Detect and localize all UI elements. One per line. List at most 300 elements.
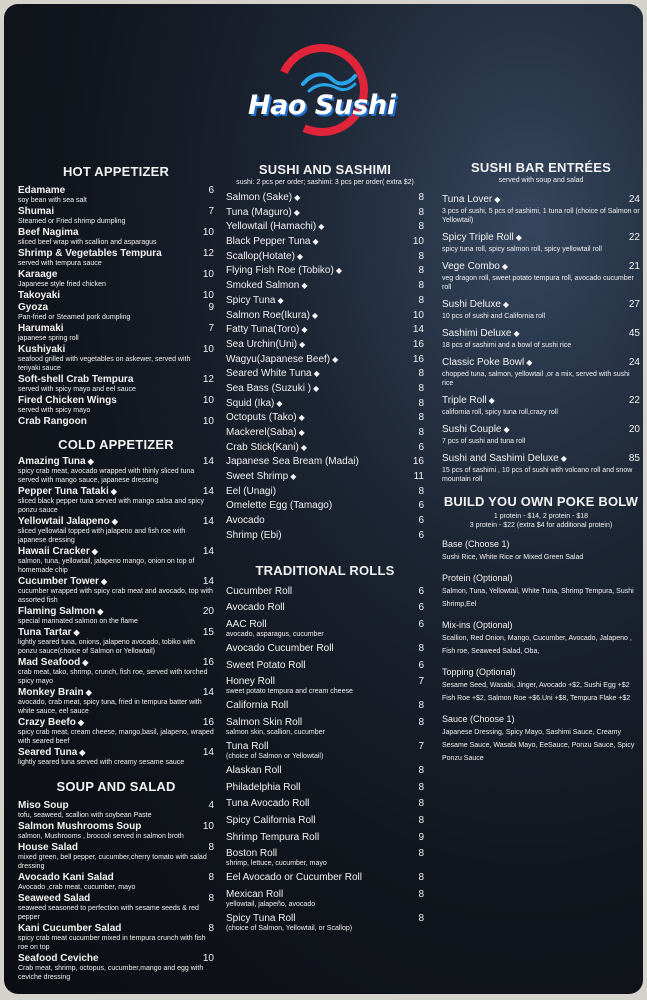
menu-item-row — [442, 453, 640, 464]
menu-item-row — [226, 717, 424, 728]
section-title: TRADITIONAL ROLLS — [255, 562, 395, 578]
menu-item-name-wrap — [18, 269, 57, 280]
menu-item-price: 27 — [628, 299, 640, 310]
poke-option-title: Protein (Optional) — [442, 573, 513, 583]
menu-item-desc: 10 pcs of sushi and California roll — [442, 313, 546, 320]
menu-item-name-wrap — [442, 194, 500, 205]
menu-item-name-wrap — [226, 207, 300, 218]
menu-item-name: Avocado Kani Salad — [18, 872, 114, 883]
spicy-diamond-icon: ◆ — [276, 398, 283, 408]
menu-item-price: 7 — [418, 676, 424, 688]
spicy-diamond-icon: ◆ — [290, 472, 297, 482]
menu-item-row — [226, 324, 424, 335]
menu-item-desc: veg dragon roll, sweet potato tempura roll, avocado cucumber roll — [442, 275, 634, 291]
menu-item-row — [442, 328, 640, 339]
menu-item-row — [18, 821, 214, 832]
menu-item-name-wrap — [226, 324, 308, 335]
menu-item-name: Salmon Skin Roll — [226, 716, 303, 728]
menu-item-desc: japanese spring roll — [18, 335, 79, 342]
menu-item-name: Sea Bass (Suzuki ) — [226, 382, 312, 394]
menu-item — [226, 368, 424, 383]
menu-item-price: 6 — [418, 618, 424, 630]
menu-item-price: 14 — [202, 546, 214, 557]
menu-item-price: 6 — [418, 500, 424, 512]
section-subtitle: served with soup and salad — [498, 177, 584, 184]
menu-item-desc: spicy crab meat cucumber mixed in tempura crunch with fish roe on top — [18, 935, 206, 951]
poke-option — [442, 714, 640, 765]
menu-item — [226, 251, 424, 266]
spicy-diamond-icon: ◆ — [488, 396, 495, 405]
menu-item — [226, 602, 424, 617]
spicy-diamond-icon: ◆ — [526, 358, 533, 367]
menu-item-price: 8 — [418, 872, 424, 884]
menu-item-name: Spicy Tuna — [226, 294, 276, 306]
menu-item-price: 8 — [418, 848, 424, 860]
menu-item-desc: salmon skin, scallion, cucumber — [226, 728, 325, 736]
menu-item — [226, 700, 424, 715]
menu-item-row — [226, 815, 424, 826]
menu-item-desc: Pan-fried or Steamed pork dumpling — [18, 314, 131, 321]
menu-item-row — [226, 741, 424, 752]
menu-item — [226, 221, 424, 236]
menu-item — [18, 227, 214, 247]
menu-item-price: 8 — [418, 280, 424, 292]
menu-item-name: Salmon Mushrooms Soup — [18, 821, 142, 832]
menu-item-name-wrap — [226, 486, 276, 497]
menu-item — [226, 619, 424, 639]
menu-item — [226, 515, 424, 530]
spicy-diamond-icon: ◆ — [87, 457, 94, 466]
menu-item-price: 8 — [418, 397, 424, 409]
menu-item — [18, 395, 214, 415]
menu-item-row — [226, 265, 424, 276]
spicy-diamond-icon: ◆ — [503, 425, 510, 434]
menu-item-name-wrap — [18, 290, 60, 301]
menu-item-name-wrap — [18, 323, 64, 334]
menu-item-price: 7 — [208, 206, 214, 217]
menu-item-price: 8 — [418, 781, 424, 793]
menu-item-name: Shrimp Tempura Roll — [226, 831, 320, 843]
menu-item-name-wrap — [18, 821, 141, 832]
menu-item-name: Wagyu(Japanese Beef) — [226, 353, 331, 365]
menu-item-price: 11 — [413, 471, 424, 483]
menu-item — [18, 687, 214, 716]
menu-item — [18, 821, 214, 841]
menu-item-row — [18, 486, 214, 497]
poke-price-line: 3 protein - $22 (extra $4 for additional protein) — [469, 522, 613, 529]
left-column — [18, 164, 214, 988]
menu-item-row — [442, 395, 640, 406]
menu-item-name-wrap — [18, 302, 48, 313]
spicy-diamond-icon: ◆ — [311, 310, 319, 320]
menu-item-price: 10 — [412, 236, 424, 248]
menu-item-name: Pepper Tuna Tataki — [18, 486, 109, 497]
menu-item — [18, 893, 214, 922]
menu-item-name-wrap — [226, 251, 303, 262]
menu-item-name-wrap — [226, 515, 265, 526]
menu-item-price: 6 — [208, 185, 214, 196]
menu-item-row — [226, 236, 424, 247]
menu-item-row — [18, 302, 214, 313]
menu-item-price: 24 — [628, 194, 640, 205]
menu-item-desc: salmon, tuna, yellowtail, jalapeno mango, onion on top of homemade chip — [18, 558, 195, 574]
menu-item — [442, 194, 640, 225]
spicy-diamond-icon: ◆ — [294, 193, 301, 202]
menu-item — [18, 344, 214, 373]
menu-item — [18, 456, 214, 485]
menu-item-price: 6 — [418, 585, 424, 597]
menu-item-row — [226, 586, 424, 597]
menu-item-row — [18, 872, 214, 883]
menu-item-name-wrap — [226, 339, 305, 350]
spicy-diamond-icon: ◆ — [301, 281, 308, 291]
menu-item-price: 8 — [208, 842, 214, 853]
right-column — [442, 160, 640, 765]
menu-item-price: 7 — [418, 740, 424, 752]
menu-item-price: 12 — [202, 374, 214, 385]
menu-item-name-wrap — [18, 953, 99, 964]
menu-item-price: 8 — [418, 889, 424, 901]
menu-item-name: Tuna Avocado Roll — [226, 798, 310, 810]
menu-item-desc: chopped tuna, salmon, yellowtail ,or a mix, served with sushi rice — [442, 371, 630, 387]
menu-item-price: 10 — [202, 821, 214, 832]
menu-item-price: 16 — [412, 338, 424, 350]
menu-item-name-wrap — [18, 747, 85, 758]
menu-item-row — [226, 251, 424, 262]
menu-item — [18, 717, 214, 746]
menu-item-row — [226, 221, 424, 232]
menu-item-price: 45 — [628, 328, 640, 339]
menu-item-desc: Steamed or Fried shrimp dumpling — [18, 218, 126, 225]
menu-item-price: 8 — [418, 250, 424, 262]
menu-item-price: 4 — [208, 800, 214, 811]
menu-item-row — [226, 456, 424, 467]
menu-item-name: Sashimi Deluxe — [442, 328, 512, 339]
menu-item-name-wrap — [226, 832, 319, 843]
menu-item-desc: spicy crab meat, cream cheese, mango,basil, jalapeno, wraped with seared beef — [18, 729, 214, 745]
poke-option-desc: Japanese Dressing, Spicy Mayo, Sashimi Sauce, Creamy Sesame Sauce, Wasabi Mayo, EeSauce, Ponzu Sauce, Spicy Ponzu Sauce — [442, 729, 635, 762]
menu-item-name-wrap — [226, 872, 362, 883]
menu-item — [226, 798, 424, 813]
menu-item-price: 8 — [418, 294, 424, 306]
menu-item-name-wrap — [18, 923, 121, 934]
menu-item-desc: crab meat, tako, shrimp, crunch, fish roe, served with torched spicy mayo — [18, 669, 208, 685]
menu-item-name-wrap — [226, 383, 319, 394]
menu-item-name: Seared Tuna — [18, 747, 78, 758]
menu-item — [18, 290, 214, 301]
menu-item-row — [226, 782, 424, 793]
menu-item-name: Honey Roll — [226, 676, 275, 688]
menu-item-name-wrap — [18, 546, 98, 557]
menu-item-price: 14 — [202, 486, 214, 497]
middle-column — [226, 162, 424, 937]
menu-item — [18, 800, 214, 820]
menu-item-desc: 3 pcs of sushi, 5 pcs of sashimi, 1 tuna roll (choice of Salmon or Yellowtail) — [442, 208, 640, 224]
poke-section — [442, 494, 640, 765]
menu-item-desc: 7 pcs of sushi and tuna roll — [442, 438, 526, 445]
menu-item — [18, 416, 214, 427]
poke-option — [442, 667, 640, 705]
menu-item-desc: Avocado ,crab meat, cucumber, mayo — [18, 884, 136, 891]
menu-item-name-wrap — [226, 848, 277, 859]
menu-item-row — [18, 546, 214, 557]
menu-item — [18, 627, 214, 656]
menu-item-name: Edamame — [18, 185, 66, 196]
soup-salad-section — [18, 779, 214, 982]
menu-item-name-wrap — [226, 236, 319, 247]
menu-item — [18, 374, 214, 394]
spicy-diamond-icon: ◆ — [515, 233, 522, 242]
menu-item-name: Hawaii Cracker — [18, 546, 90, 557]
section-title: SUSHI BAR ENTRÉES — [471, 160, 611, 175]
menu-item-name-wrap — [18, 248, 162, 259]
spicy-diamond-icon: ◆ — [110, 487, 117, 496]
menu-item-name-wrap — [18, 395, 117, 406]
menu-item-name-wrap — [226, 643, 334, 654]
menu-item-price: 14 — [202, 687, 214, 698]
menu-item-price: 8 — [418, 716, 424, 728]
poke-option-title: Sauce (Choose 1) — [442, 714, 515, 724]
menu-item-desc: seaweed seasoned to perfection with sesame seeds & red pepper — [18, 905, 199, 921]
section-title: SUSHI AND SASHIMI — [258, 162, 392, 177]
spicy-diamond-icon: ◆ — [513, 329, 520, 338]
menu-item-name-wrap — [18, 893, 90, 904]
section-title: SOUP AND SALAD — [56, 779, 176, 794]
menu-item-name: Sushi and Sashimi Deluxe — [442, 453, 559, 464]
poke-option — [442, 620, 640, 658]
menu-item-name-wrap — [226, 221, 324, 232]
menu-item-row — [18, 657, 214, 668]
menu-item-name: Gyoza — [18, 302, 49, 313]
menu-item — [226, 815, 424, 830]
menu-item-desc: lightly seared tuna, onions, jalapeno avocado, tobiko with ponzu sauce(choice of Salmon or Yellowtail) — [18, 639, 196, 655]
menu-item-name: Fired Chicken Wings — [18, 395, 117, 406]
menu-item-name-wrap — [18, 486, 117, 497]
spicy-diamond-icon: ◆ — [277, 295, 284, 305]
poke-option-title: Base (Choose 1) — [442, 539, 510, 549]
logo-text: Hao Sushi — [248, 90, 396, 121]
menu-item-row — [18, 627, 214, 638]
menu-item — [18, 606, 214, 626]
menu-item — [226, 848, 424, 868]
menu-item-name-wrap — [18, 842, 78, 853]
menu-item-price: 85 — [628, 453, 640, 464]
menu-item-price: 24 — [628, 357, 640, 368]
menu-item-row — [226, 798, 424, 809]
menu-item — [442, 424, 640, 446]
menu-item — [442, 261, 640, 292]
menu-item-name-wrap — [18, 687, 92, 698]
spicy-diamond-icon: ◆ — [85, 688, 92, 697]
menu-item-name: Seaweed Salad — [18, 893, 91, 904]
menu-item-price: 20 — [202, 606, 214, 617]
menu-item — [18, 576, 214, 605]
menu-item-name-wrap — [18, 374, 133, 385]
menu-item — [18, 323, 214, 343]
menu-item-name: California Roll — [226, 700, 289, 712]
menu-item-name-wrap — [442, 261, 508, 272]
menu-item-name: Shrimp & Vegetables Tempura — [18, 248, 162, 259]
menu-item — [226, 586, 424, 601]
menu-item-price: 9 — [418, 831, 424, 843]
menu-item-price: 8 — [208, 893, 214, 904]
menu-item — [18, 248, 214, 268]
spicy-diamond-icon: ◆ — [293, 207, 300, 217]
menu-item-name-wrap — [18, 456, 94, 467]
menu-item-desc: lightly seared tuna served with creamy sesame sauce — [18, 759, 185, 766]
menu-item-price: 14 — [202, 576, 214, 587]
menu-item-price: 12 — [202, 248, 214, 259]
menu-item-name-wrap — [442, 357, 532, 368]
menu-item-row — [18, 269, 214, 280]
spicy-diamond-icon: ◆ — [296, 251, 304, 261]
menu-item — [226, 398, 424, 413]
menu-item-name: Crab Stick(Kani) — [226, 441, 299, 453]
menu-item-name-wrap — [18, 206, 54, 217]
menu-item-desc: (choice of Salmon or Yellowtail) — [226, 752, 324, 760]
menu-item-row — [442, 261, 640, 272]
menu-item-price: 16 — [412, 353, 424, 365]
menu-item — [18, 872, 214, 892]
menu-item-price: 10 — [202, 269, 214, 280]
menu-item-name: Tuna Tartar — [18, 627, 72, 638]
menu-item-price: 8 — [418, 485, 424, 497]
menu-item-name: Flaming Salmon — [18, 606, 96, 617]
menu-item-name-wrap — [226, 660, 306, 671]
traditional-rolls-section — [226, 563, 424, 934]
menu-item-price: 10 — [202, 395, 214, 406]
spicy-diamond-icon: ◆ — [73, 628, 80, 637]
menu-item-name: Karaage — [18, 269, 58, 280]
spicy-diamond-icon: ◆ — [77, 718, 84, 727]
menu-item-row — [18, 456, 214, 467]
menu-item-name-wrap — [226, 442, 307, 453]
spicy-diamond-icon: ◆ — [111, 517, 118, 526]
menu-item-desc: tofu, seaweed, scallion with soybean Paste — [18, 812, 152, 819]
menu-item-name: Harumaki — [18, 323, 64, 334]
menu-item-name: Spicy Triple Roll — [442, 232, 514, 243]
menu-item — [226, 324, 424, 339]
menu-item-row — [226, 398, 424, 409]
menu-item — [226, 412, 424, 427]
menu-item-desc: 18 pcs of sashimi and a bowl of sushi rice — [442, 342, 572, 349]
menu-item-name-wrap — [442, 232, 522, 243]
menu-item-name-wrap — [18, 606, 103, 617]
menu-item-desc: shrimp, lettuce, cucumber, mayo — [226, 860, 327, 868]
menu-item-name-wrap — [226, 354, 338, 365]
menu-item-name-wrap — [226, 427, 305, 438]
menu-item-name: Triple Roll — [442, 395, 487, 406]
menu-item-desc: avocado, asparagus, cucumber — [226, 630, 324, 638]
menu-item — [226, 530, 424, 545]
menu-item — [226, 383, 424, 398]
menu-item-name: Fatty Tuna(Toro) — [226, 324, 300, 336]
menu-item-price: 8 — [418, 206, 424, 218]
menu-item-row — [226, 471, 424, 482]
menu-item-price: 6 — [418, 659, 424, 671]
menu-item-name: Spicy Tuna Roll — [226, 913, 296, 925]
menu-item-price: 10 — [202, 416, 214, 427]
menu-card — [4, 4, 643, 994]
menu-item-desc: salmon, Mushrooms , broccoli served in salmon broth — [18, 833, 184, 840]
menu-item-price: 8 — [418, 221, 424, 233]
menu-item — [18, 185, 214, 205]
menu-item-row — [226, 368, 424, 379]
menu-item-row — [442, 424, 640, 435]
menu-item-name-wrap — [226, 310, 318, 321]
menu-item-price: 6 — [418, 602, 424, 614]
menu-item-row — [226, 643, 424, 654]
menu-item-row — [226, 192, 424, 203]
menu-item-price: 8 — [418, 815, 424, 826]
menu-item-name: Japanese Sea Bream (Madai) — [226, 456, 359, 468]
section-title: HOT APPETIZER — [62, 164, 170, 179]
menu-item — [226, 295, 424, 310]
menu-item-name: Vege Combo — [442, 261, 500, 272]
menu-item-row — [442, 232, 640, 243]
menu-item-desc: served with spicy mayo and eel sauce — [18, 386, 136, 393]
menu-item-name: Sea Urchin(Uni) — [226, 338, 298, 350]
menu-item-desc: Crab meat, shrimp, octopus, cucumber,mango and egg with ceviche dressing — [18, 965, 204, 981]
menu-item-row — [226, 280, 424, 291]
menu-item-desc: (choice of Salmon, Yellowtail, or Scallop) — [226, 925, 353, 933]
menu-item-price: 16 — [412, 456, 424, 468]
spicy-diamond-icon: ◆ — [335, 266, 342, 276]
menu-item — [226, 765, 424, 780]
menu-item-row — [18, 516, 214, 527]
menu-item — [226, 741, 424, 761]
menu-item-name-wrap — [18, 717, 84, 728]
menu-item-row — [18, 344, 214, 355]
menu-item-name: Smoked Salmon — [226, 280, 300, 292]
menu-item-price: 8 — [418, 382, 424, 394]
menu-item-price: 8 — [418, 192, 424, 203]
menu-item-name: Eel (Unagi) — [226, 485, 277, 497]
menu-item-name-wrap — [226, 500, 332, 511]
menu-item-name: Crazy Beefo — [18, 717, 76, 728]
menu-item — [226, 236, 424, 251]
poke-price-line: 1 protein - $14, 2 protein - $18 — [493, 513, 589, 520]
menu-item-row — [226, 339, 424, 350]
menu-item-name: Crab Rangoon — [18, 416, 87, 427]
menu-item-name: Squid (Ika) — [226, 397, 275, 409]
poke-option-desc: Sesame Seed, Wasabi, Jinger, Avocado +$2, Sushi Egg +$2 Fish Roe +$2, Salmon Roe +$6.Uni +$8, Tempura Flake +$2 — [442, 682, 631, 702]
menu-item-desc: sliced black pepper tuna served with mango salsa and spicy ponzu sauce — [18, 498, 204, 514]
sushi-sashimi-section — [226, 162, 424, 545]
menu-item-price: 8 — [418, 265, 424, 277]
menu-item — [226, 192, 424, 207]
menu-item-desc: spicy tuna roll, spicy salmon roll, spicy yellowtail roll — [442, 246, 602, 253]
menu-item-name-wrap — [226, 471, 296, 482]
menu-item-price: 8 — [418, 642, 424, 654]
menu-item-name: Alaskan Roll — [226, 764, 282, 776]
menu-item-name: Omelette Egg (Tamago) — [226, 500, 333, 512]
menu-item-row — [226, 660, 424, 671]
sushi-bar-entrees-section — [442, 160, 640, 484]
menu-item-desc: sweet potato tempura and cream cheese — [226, 688, 353, 696]
menu-item — [226, 456, 424, 471]
menu-item-row — [18, 576, 214, 587]
menu-item-row — [18, 290, 214, 301]
menu-item-row — [18, 800, 214, 811]
menu-item — [442, 232, 640, 254]
menu-item — [226, 265, 424, 280]
menu-item-row — [226, 207, 424, 218]
menu-item-row — [226, 602, 424, 613]
menu-item-price: 8 — [418, 764, 424, 776]
menu-item — [226, 500, 424, 515]
menu-item — [226, 442, 424, 457]
